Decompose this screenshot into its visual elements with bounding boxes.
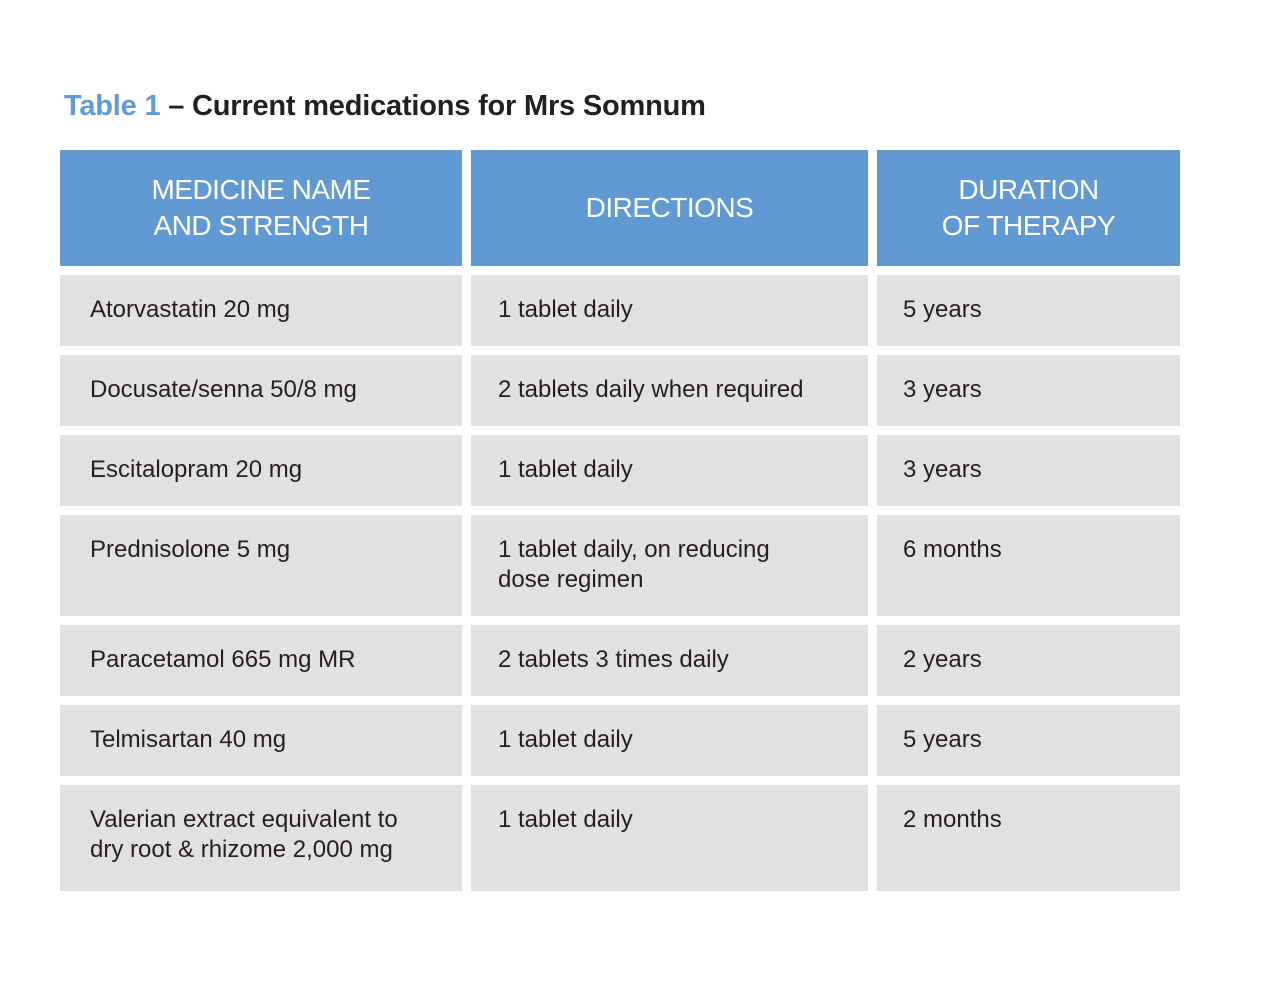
table-title: – Current medications for Mrs Somnum xyxy=(160,90,706,122)
directions-cell: 1 tablet daily xyxy=(471,435,868,506)
duration-cell: 3 years xyxy=(877,435,1180,506)
medicine-cell: Valerian extract equivalent to dry root & rhizome 2,000 mg xyxy=(60,785,462,891)
duration-cell: 5 years xyxy=(877,705,1180,776)
directions-cell: 1 tablet daily xyxy=(471,275,868,346)
directions-cell: 1 tablet daily, on reducing dose regimen xyxy=(471,515,868,616)
column-header-duration: DURATION OF THERAPY xyxy=(877,150,1180,266)
directions-cell: 1 tablet daily xyxy=(471,705,868,776)
medications-table xyxy=(60,150,1180,891)
medicine-cell: Prednisolone 5 mg xyxy=(60,515,462,616)
medicine-cell: Escitalopram 20 mg xyxy=(60,435,462,506)
table-number-label: Table 1 xyxy=(64,90,161,122)
medicine-cell: Paracetamol 665 mg MR xyxy=(60,625,462,696)
duration-cell: 2 months xyxy=(877,785,1180,891)
duration-cell: 3 years xyxy=(877,355,1180,426)
duration-cell: 6 months xyxy=(877,515,1180,616)
directions-cell: 2 tablets 3 times daily xyxy=(471,625,868,696)
column-header-directions: DIRECTIONS xyxy=(471,150,868,266)
medicine-cell: Docusate/senna 50/8 mg xyxy=(60,355,462,426)
table-caption xyxy=(64,90,706,123)
duration-cell: 2 years xyxy=(877,625,1180,696)
medicine-cell: Atorvastatin 20 mg xyxy=(60,275,462,346)
directions-cell: 1 tablet daily xyxy=(471,785,868,891)
duration-cell: 5 years xyxy=(877,275,1180,346)
directions-cell: 2 tablets daily when required xyxy=(471,355,868,426)
medicine-cell: Telmisartan 40 mg xyxy=(60,705,462,776)
column-header-medicine: MEDICINE NAME AND STRENGTH xyxy=(60,150,462,266)
